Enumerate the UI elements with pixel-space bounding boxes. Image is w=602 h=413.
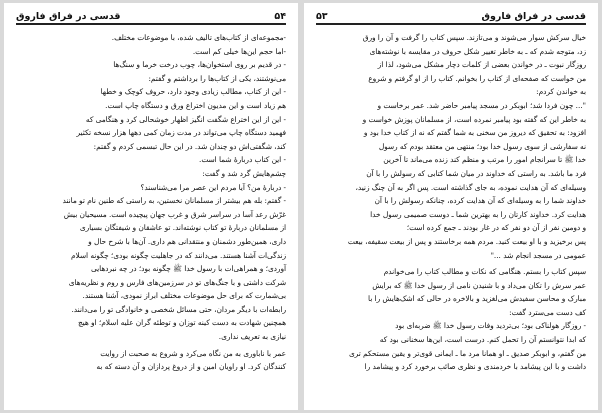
text-line: من گفتم، و ابوبکر صدیق ـ او همانا مرد ما ـ ایمانی قوی‌تر و یقین مستحکم تری: [348, 348, 586, 358]
right-page-header-title: قدسی در فراق فاروق: [481, 11, 586, 22]
right-page: [304, 3, 598, 410]
text-line: عمر سرش را تکان می‌داد و با شنیدن نامی از رسول خدا ﷺ که برایش: [372, 280, 586, 290]
text-line: - دربارهٔ من؟ آیا مردم این عصر مرا می‌شناسند؟: [140, 182, 286, 192]
text-line: به خواندن کردم:: [536, 87, 586, 97]
right-page-body: [316, 31, 586, 374]
text-line: و دومین نفر از آن دو نفر که در غار بودند ـ جمع کرده است؛: [406, 223, 586, 233]
text-line: کف دست می‌سترد گفت:: [509, 307, 586, 317]
text-line: زندگی‌ات آشنا هستند. می‌دانند که در جاهلیت چگونه بودی؛ چگونه اسلام: [71, 250, 286, 260]
text-line: وسیله‌ای که آن هدایت نموده، به جای گذاشته است. پس اگر به آن چنگ زنید،: [355, 182, 586, 192]
text-line: خداوند شما را به وسیله‌ای که آن هدایت کرده، چنانکه رسولش را با آن: [374, 196, 586, 206]
text-line: شرکت داشتی و با جنگ‌های تو در سرزمین‌های فارس و روم و نظریه‌های: [68, 277, 286, 287]
text-line: زد، متوجه شدم که ـ به خاطر تغییر شکل حروف در مقایسه با نوشته‌های: [369, 46, 586, 56]
left-page-body: [16, 31, 286, 374]
text-line: سپس کتاب را بستم. هنگامی که نکات و مطالب کتاب را می‌خواندم: [383, 267, 586, 277]
text-line: کنندگان کرد. او راویان امین و از دروغ پردازان و آن دسته که به: [96, 362, 286, 372]
text-line: - در قدیم بر روی استخوان‌ها، چوب درخت خرما و سنگ‌ها: [113, 60, 286, 70]
text-line: - این از این اختراع شگفت انگیز اظهار خوشحالی کرد و هنگامی که: [85, 114, 286, 124]
text-line: مبارک و محاسن سفیدش می‌لغزید و بالاخره در حالی که اشک‌هایش را با: [367, 294, 586, 304]
text-line: - روزگار هولناکی بود؛ بی‌تردید وفات رسول خدا ﷺ ضربه‌ای بود: [395, 321, 586, 331]
text-line: می‌نوشتند، یکی از کتاب‌ها را برداشتم و گفتم:: [148, 73, 286, 83]
text-line: رابطه‌ات با دیگر مردان، حتی مسائل شخصی و خانوادگی تو را می‌دانند.: [71, 304, 286, 314]
text-line: فرد ما باشد. به راستی که خداوند در میان شما کتابی که رسولش را با آن: [366, 168, 586, 178]
right-page-number: ۵۳: [316, 11, 328, 22]
text-line: نه سفارشی از سوی رسول خدا بود؛ منتهی من معتقد بودم که رسول: [378, 141, 586, 151]
left-page-header: [16, 11, 286, 25]
text-line: آوردی؛ و همراهی‌ات با رسول خدا ﷺ چگونه بود؛ در چه نبردهایی: [91, 264, 286, 274]
text-line: داری، همین‌طور دشمنان و منتقدانی هم داری. آن‌ها با شرح حال و: [88, 236, 286, 246]
text-line: فهمید دستگاه چاپ می‌تواند در مدت زمان کمی دهها هزار نسخه تکثیر: [76, 128, 286, 138]
text-line: من خواست که صفحه‌ای از کتاب را بخوانم. کتاب را از او گرفتم و شروع: [368, 73, 586, 83]
text-line: - این کتاب دربارهٔ شما است.: [199, 155, 286, 165]
text-line: داشت و با این پیشامد با خردمندی و نظری صائب برخورد کرد و پیشامد را: [364, 362, 586, 372]
text-line: روزگار نبوت ـ در خواندن بعضی از کلمات دچار مشکل می‌شود، لذا از: [377, 60, 586, 70]
text-line: کند، شگفتی‌اش دو چندان شد. در این حال تبسمی کردم و گفتم:: [93, 141, 286, 151]
text-line: عمومی در مسجد انجام شد ...": [490, 250, 586, 260]
text-line: از مسلمانان دربارهٔ تو کتاب نوشته‌اند. تو عاشقان و شیفتگان بسیاری: [79, 223, 286, 233]
left-page-number: ۵۴: [274, 11, 286, 22]
text-line: که ابدا نتوانستم آن را تحمل کنم. درست است، این‌ها سخنانی بود که: [379, 335, 586, 345]
text-line: همچنین شهادت به دست کینه توزان و توطئه گران علیه اسلام؛ او هیچ: [77, 318, 286, 328]
text-line: - این از کتاب، مطالب زیادی وجود دارد، حروف کوچک و خطها: [100, 87, 286, 97]
left-page-header-title: قدسی در فراق فاروق: [16, 11, 121, 22]
text-line: هدایت کرد. خداوند کارتان را به بهترین شما ـ دوست صمیمی رسول خدا: [370, 209, 586, 219]
text-line: خیال سرکش سوار می‌شوند و می‌تازند. سپس کتاب را گرفت و آن را ورق: [362, 33, 586, 42]
text-line: نیازی به تعریف نداری.: [218, 332, 286, 342]
text-line: غرّش رعد آسا در سراسر شرق و غرب جهان پیچیده است. مسیحیان بیش: [63, 209, 286, 219]
text-line: -اما حجم این‌ها خیلی کم است.: [192, 46, 286, 56]
text-line: پس برخیزید و با او بیعت کنید. مردم همه برخاستند و پس از بیعت سقیفه، بیعت: [347, 236, 586, 246]
text-line: چشم‌هایش گرد شد و گفت:: [202, 168, 286, 178]
text-line: هم زیاد است و این مدیون اختراع ورق و دستگاه چاپ است.: [105, 100, 286, 110]
text-line: به خاطر این که گفته بود پیامبر نمرده است، از مسلمانان پوزش خواست و: [362, 114, 586, 124]
right-page-header: [316, 11, 586, 25]
text-line: افزود: به تحقیق که دیروز من سخنی به شما گفتم که نه از کتاب خدا بود و: [363, 128, 586, 138]
text-line: - گفتم: بله هم بیشتر از مسلمانان نخستین، به راستی که طنین نام تو مانند: [62, 196, 286, 206]
text-line: عمر با ناباوری به من نگاه می‌کرد و شروع به صحبت از روایت: [100, 348, 286, 358]
text-line: -مجموعه‌ای از کتاب‌های تالیف شده، با موضوعات مختلف.: [111, 33, 286, 42]
text-line: "... چون فردا شد؛ ابوبکر در مسجد پیامبر حاضر شد. عمر برخاست و: [377, 100, 586, 110]
text-line: بی‌شمارت که برای حل موضوعات مختلف ابراز نمودی، آشنا هستند.: [82, 291, 286, 301]
left-page: [4, 3, 298, 410]
text-line: خدا ﷺ تا سرانجام امور را مرتب و منظم کند زنده می‌ماند تا آخرین: [383, 155, 586, 165]
